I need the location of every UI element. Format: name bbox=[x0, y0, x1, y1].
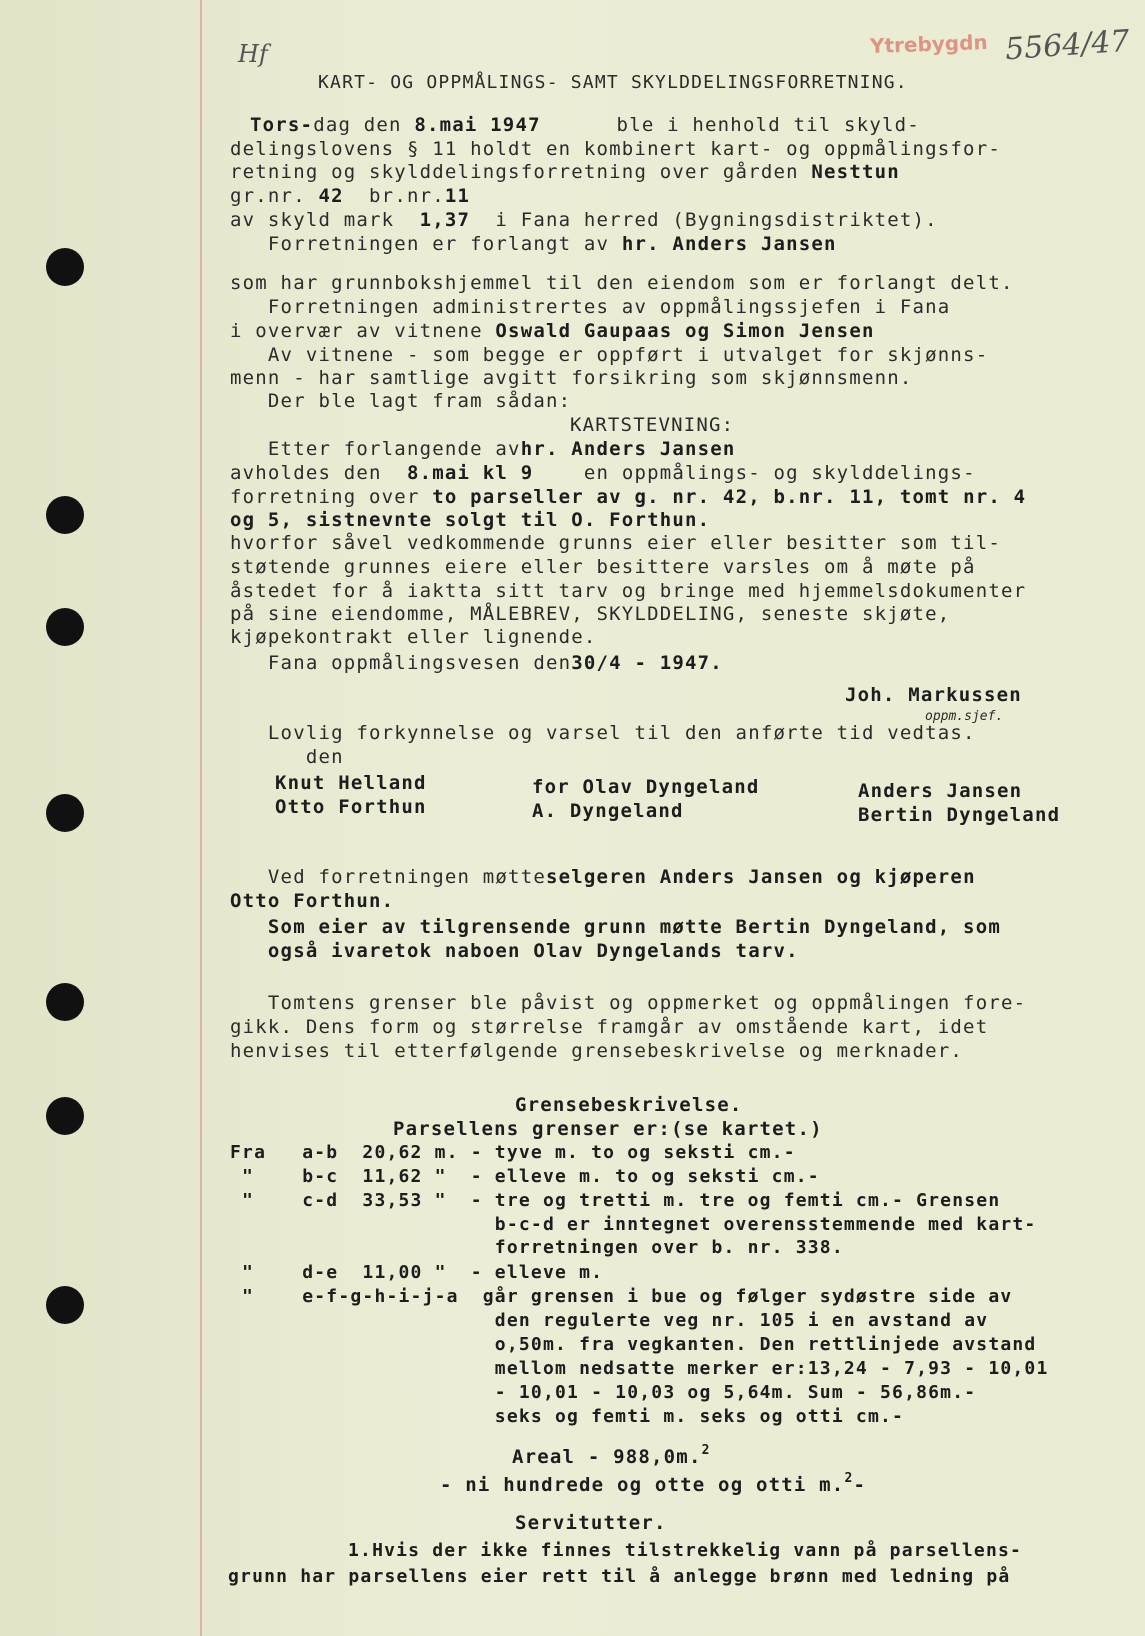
kartstevning-line: hvorfor såvel vedkommende grunns eier eller besitter som til- bbox=[230, 532, 1001, 554]
body-line: menn - har samtlige avgitt forsikring som skjønnsmenn. bbox=[230, 367, 913, 389]
meeting-line: Otto Forthun. bbox=[230, 890, 395, 912]
kartstevning-line: åstedet for å iaktta sitt tarv og bringe med hjemmelsdokumenter bbox=[230, 580, 1027, 602]
kartstevning-heading: KARTSTEVNING: bbox=[570, 414, 735, 436]
grense-row: mellom nedsatte merker er:13,24 - 7,93 - 10,01 bbox=[230, 1358, 1049, 1379]
grense-row: - 10,01 - 10,03 og 5,64m. Sum - 56,86m.- bbox=[230, 1382, 977, 1403]
punch-hole bbox=[46, 1097, 84, 1135]
signature: for Olav Dyngeland bbox=[532, 776, 760, 798]
signer-title: oppm.sjef. bbox=[925, 709, 1004, 724]
grense-row: o,50m. fra vegkanten. Den rettlinjede avstand bbox=[230, 1334, 1037, 1355]
kartstevning-line: avholdes den 8.mai kl 9 en oppmålings- og skylddelings- bbox=[230, 462, 976, 484]
grense-row: " e-f-g-h-i-j-a går grensen i bue og følger sydøstre side av bbox=[230, 1286, 1013, 1307]
notice-line: den bbox=[230, 746, 344, 768]
signature: Anders Jansen bbox=[858, 780, 1023, 802]
handwritten-ref-number: 5564/47 bbox=[1003, 23, 1131, 68]
grense-row: forretningen over b. nr. 338. bbox=[230, 1237, 844, 1258]
intro-line: Tors-dag den 8.mai 1947 ble i henhold til skyld- bbox=[250, 114, 920, 136]
punch-hole bbox=[46, 496, 84, 534]
kartstevning-line: forretning over to parseller av g. nr. 42, b.nr. 11, tomt nr. 4 bbox=[230, 486, 1027, 508]
grense-row: b-c-d er inntegnet overensstemmende med kart- bbox=[230, 1214, 1037, 1235]
punch-hole bbox=[46, 1286, 84, 1324]
kartstevning-line: på sine eiendomme, MÅLEBREV, SKYLDDELING, seneste skjøte, bbox=[230, 603, 951, 625]
document-title: KART- OG OPPMÅLINGS- SAMT SKYLDDELINGSFORRETNING. bbox=[318, 72, 908, 93]
punch-hole bbox=[46, 794, 84, 832]
servitutter-line: grunn har parsellens eier rett til å anlegge brønn med ledning på bbox=[228, 1566, 1011, 1587]
signature: Otto Forthun bbox=[275, 796, 427, 818]
body-line: i overvær av vitnene Oswald Gaupaas og Simon Jensen bbox=[230, 320, 875, 342]
handwritten-initials: Hf bbox=[238, 40, 268, 68]
areal-words: - ni hundrede og otte og otti m.$^2$- bbox=[440, 1471, 867, 1496]
meeting-line: Ved forretningen møtteselgeren Anders Jansen og kjøperen bbox=[230, 866, 976, 888]
boundaries-line: gikk. Dens form og størrelse framgår av omstående kart, idet bbox=[230, 1016, 989, 1038]
margin-line bbox=[200, 0, 202, 1636]
signer-name: Joh. Markussen bbox=[845, 684, 1022, 706]
stamp: Ytrebygdn bbox=[869, 29, 989, 59]
notice-line: Lovlig forkynnelse og varsel til den anførte tid vedtas. bbox=[230, 722, 976, 744]
signature: Bertin Dyngeland bbox=[858, 804, 1061, 826]
signature: A. Dyngeland bbox=[532, 800, 684, 822]
servitutter-line: 1.Hvis der ikke finnes tilstrekkelig vann på parsellens- bbox=[348, 1540, 1023, 1561]
grense-row: " d-e 11,00 " - elleve m. bbox=[230, 1262, 604, 1283]
intro-line: gr.nr. 42 br.nr.11 bbox=[230, 185, 471, 207]
punch-hole bbox=[46, 983, 84, 1021]
areal-line: Areal - 988,0m.$^2$ bbox=[512, 1443, 711, 1468]
intro-line: av skyld mark 1,37 i Fana herred (Bygningsdistriktet). bbox=[230, 209, 938, 231]
body-line: Av vitnene - som begge er oppført i utvalget for skjønns- bbox=[230, 344, 989, 366]
witnesses: Oswald Gaupaas og Simon Jensen bbox=[495, 320, 875, 342]
punch-hole bbox=[46, 608, 84, 646]
intro-line: delingslovens § 11 holdt en kombinert kart- og oppmålingsfor- bbox=[230, 138, 1001, 160]
body-line: som har grunnbokshjemmel til den eiendom som er forlangt delt. bbox=[230, 272, 1014, 294]
intro-line: Forretningen er forlangt av hr. Anders Jansen bbox=[230, 233, 837, 255]
grense-heading: Grensebeskrivelse. bbox=[515, 1094, 743, 1116]
grense-row: " c-d 33,53 " - tre og tretti m. tre og femti cm.- Grensen bbox=[230, 1190, 1001, 1211]
signature: Knut Helland bbox=[275, 772, 427, 794]
grense-subheading: Parsellens grenser er:(se kartet.) bbox=[393, 1118, 823, 1140]
grense-row: seks og femti m. seks og otti cm.- bbox=[230, 1406, 905, 1427]
kartstevning-line: og 5, sistnevnte solgt til O. Forthun. bbox=[230, 509, 711, 531]
meeting-line: også ivaretok naboen Olav Dyngelands tarv. bbox=[230, 940, 799, 962]
kartstevning-line: Etter forlangende avhr. Anders Jansen bbox=[230, 438, 736, 460]
boundaries-line: henvises til etterfølgende grensebeskrivelse og merknader. bbox=[230, 1040, 964, 1062]
grense-row: Fra a-b 20,62 m. - tyve m. to og seksti cm.- bbox=[230, 1142, 796, 1163]
grense-row: den regulerte veg nr. 105 i en avstand av bbox=[230, 1310, 989, 1331]
body-line: Der ble lagt fram sådan: bbox=[230, 390, 572, 412]
kartstevning-line: støtende grunnes eiere eller besittere varsles om å møte på bbox=[230, 556, 976, 578]
meeting-line: Som eier av tilgrensende grunn møtte Bertin Dyngeland, som bbox=[230, 916, 1001, 938]
punch-hole bbox=[46, 248, 84, 286]
servitutter-heading: Servitutter. bbox=[515, 1512, 667, 1534]
body-line: Forretningen administrertes av oppmålingssjefen i Fana bbox=[230, 296, 951, 318]
kartstevning-line: kjøpekontrakt eller lignende. bbox=[230, 626, 597, 648]
intro-line: retning og skylddelingsforretning over gården Nesttun bbox=[230, 161, 900, 183]
kartstevning-date: Fana oppmålingsvesen den30/4 - 1947. bbox=[230, 652, 723, 674]
grense-row: " b-c 11,62 " - elleve m. to og seksti cm.- bbox=[230, 1166, 820, 1187]
boundaries-line: Tomtens grenser ble påvist og oppmerket og oppmålingen fore- bbox=[230, 992, 1027, 1014]
